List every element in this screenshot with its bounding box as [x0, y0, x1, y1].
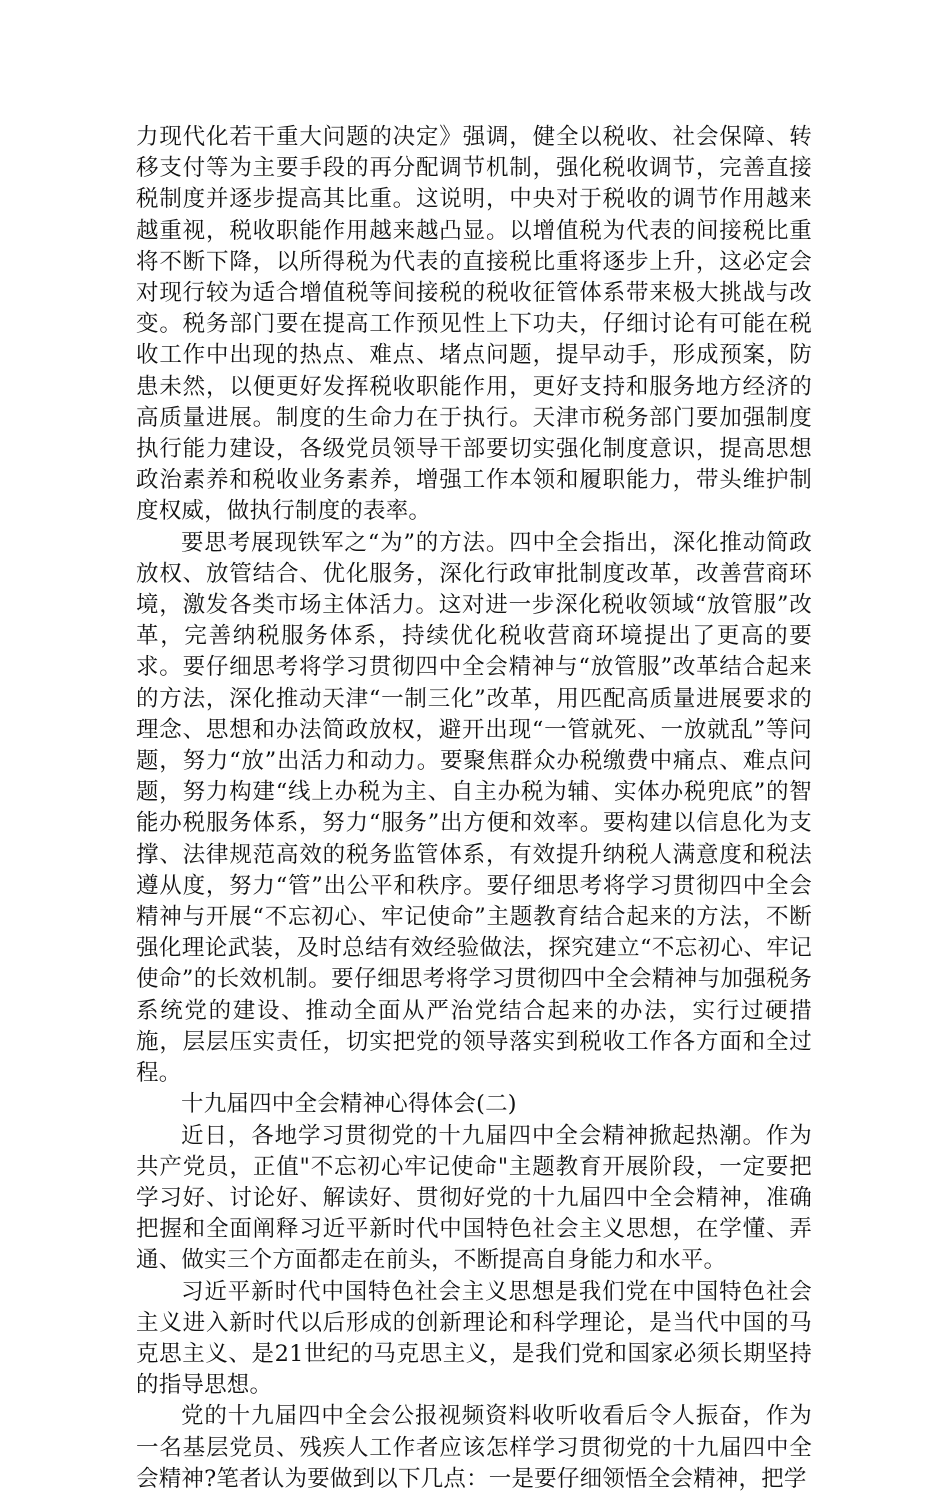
paragraph-1: 力现代化若干重大问题的决定》强调，健全以税收、社会保障、转移支付等为主要手段的再分配调节机制，强化税收调节，完善直接税制度并逐步提高其比重。这说明，中央对于税收的调节作用越来越重视，税收职能作用越来越凸显。以增值税为代表的间接税比重将不断下降，以所得税为代表的直接税比重将逐步上升，这必定会对现行较为适合增值税等间接税的税收征管体系带来极大挑战与改变。税务部门要在提高工作预见性上下功夫，仔细讨论有可能在税收工作中出现的热点、难点、堵点问题，提早动手，形成预案，防患未然，以便更好发挥税收职能作用，更好支持和服务地方经济的高质量进展。制度的生命力在于执行。天津市税务部门要加强制度执行能力建设，各级党员领导干部要切实强化制度意识，提高思想政治素养和税收业务素养，增强工作本领和履职能力，带头维护制度权威，做执行制度的表率。 — [136, 124, 812, 525]
section-heading: 十九届四中全会精神心得体会(二) — [181, 1091, 517, 1118]
paragraph-2: 要思考展现铁军之“为”的方法。四中全会指出，深化推动简政放权、放管结合、优化服务，深化行政审批制度改革，改善营商环境，激发各类市场主体活力。这对进一步深化税收领域“放管服”改革，完善纳税服务体系，持续优化税收营商环境提出了更高的要求。要仔细思考将学习贯彻四中全会精神与“放管服”改革结合起来的方法，深化推动天津“一制三化”改革，用匹配高质量进展要求的理念、思想和办法简政放权，避开出现“一管就死、一放就乱”等问题，努力“放”出活力和动力。要聚焦群众办税缴费中痛点、难点问题，努力构建“线上办税为主、自主办税为辅、实体办税兜底”的智能办税服务体系，努力“服务”出方便和效率。要构建以信息化为支撑、法律规范高效的税务监管体系，有效提升纳税人满意度和税法遵从度，努力“管”出公平和秩序。要仔细思考将学习贯彻四中全会精神与开展“不忘初心、牢记使命”主题教育结合起来的方法，不断强化理论武装，及时总结有效经验做法，探究建立“不忘初心、牢记使命”的长效机制。要仔细思考将学习贯彻四中全会精神与加强税务系统党的建设、推动全面从严治党结合起来的办法，实行过硬措施，层层压实责任，切实把党的领导落实到税收工作各方面和全过程。 — [136, 529, 812, 1087]
paragraph-5: 党的十九届四中全会公报视频资料收听收看后令人振奋，作为一名基层党员、残疾人工作者应该怎样学习贯彻党的十九届四中全会精神?笔者认为要做到以下几点：一是要仔细领悟全会精神，把学 — [136, 1403, 812, 1492]
paragraph-3: 近日，各地学习贯彻党的十九届四中全会精神掀起热潮。作为共产党员，正值"不忘初心牢记使命"主题教育开展阶段，一定要把学习好、讨论好、解读好、贯彻好党的十九届四中全会精神，准确把握和全面阐释习近平新时代中国特色社会主义思想，在学懂、弄通、做实三个方面都走在前头，不断提高自身能力和水平。 — [136, 1122, 812, 1274]
document-body — [136, 122, 812, 1495]
paragraph-4: 习近平新时代中国特色社会主义思想是我们党在中国特色社会主义进入新时代以后形成的创新理论和科学理论，是当代中国的马克思主义、是21世纪的马克思主义，是我们党和国家必须长期坚持的指导思想。 — [136, 1278, 812, 1399]
